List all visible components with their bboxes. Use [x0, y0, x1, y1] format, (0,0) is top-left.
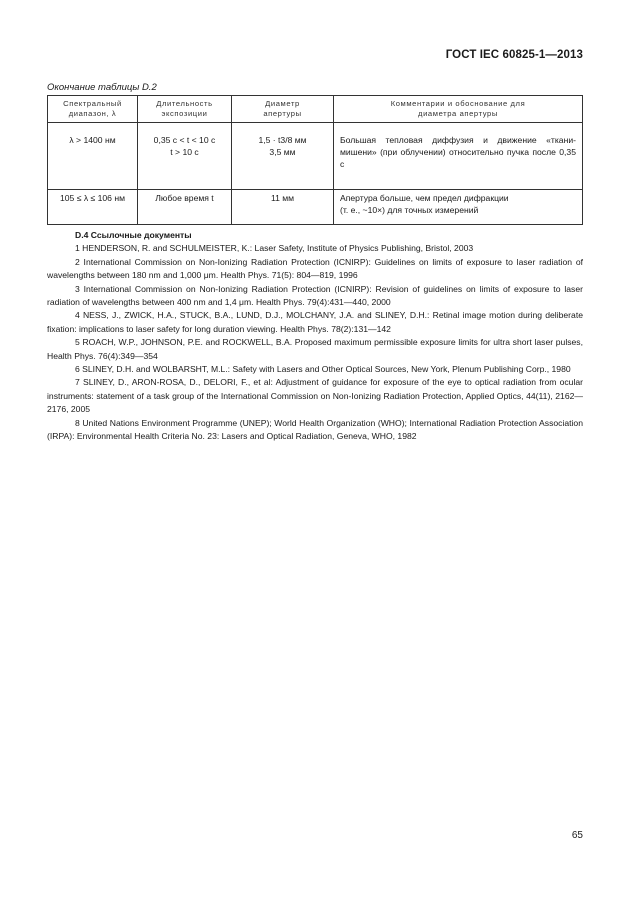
table-d2	[47, 95, 583, 225]
cell-range: λ > 1400 нм	[48, 123, 138, 190]
cell-comment: Большая тепловая диффузия и движение «ткани-мишени» (при облучении) относительно пучка после 0,35 с	[334, 123, 583, 190]
references-section	[47, 229, 583, 444]
section-heading: D.4 Ссылочные документы	[75, 230, 192, 240]
page-number: 65	[571, 830, 583, 841]
cell-duration: 0,35 с < t < 10 с t > 10 с	[138, 123, 232, 190]
document-code: ГОСТ IEC 60825-1—2013	[445, 49, 583, 61]
reference-item: 3 International Commission on Non-Ionizing Radiation Protection (ICNIRP): Revision of guidelines on limits of exposure to laser radiation of wavelengths between 400 nm and 1,4 μm. Health Phys. 79(4):431—440, 2000	[47, 283, 583, 308]
column-header-duration: Длительность экспозиции	[138, 96, 232, 123]
column-header-comment: Комментарии и обоснование для диаметра апертуры	[334, 96, 583, 123]
column-header-aperture: Диаметр апертуры	[232, 96, 334, 123]
reference-item: 5 ROACH, W.P., JOHNSON, P.E. and ROCKWELL, B.A. Proposed maximum permissible exposure limits for ultra short laser pulses, Health Phys. 76(4):349—354	[47, 337, 583, 361]
cell-aperture: 1,5 · t3/8 мм 3,5 мм	[232, 123, 334, 190]
reference-item: 1 HENDERSON, R. and SCHULMEISTER, K.: Laser Safety, Institute of Physics Publishing, Bristol, 2003	[75, 243, 474, 254]
reference-item: 6 SLINEY, D.H. and WOLBARSHT, M.L.: Safety with Lasers and Other Optical Sources, New York, Plenum Publishing Corp., 1980	[75, 364, 571, 375]
table-header-row	[48, 96, 583, 123]
cell-comment: Апертура больше, чем предел дифракции (т. е., ~10×) для точных измерений	[334, 190, 583, 225]
cell-range: 105 ≤ λ ≤ 106 нм	[48, 190, 138, 225]
column-header-range: Спектральный диапазон, λ	[48, 96, 138, 123]
cell-aperture: 11 мм	[232, 190, 334, 225]
reference-item: 2 International Commission on Non-Ionizing Radiation Protection (ICNIRP): Guidelines on limits of exposure to laser radiation of wavelengths between 180 nm and 1,000 μm. Health Phys. 71(5): 804—819, 1996	[47, 256, 583, 281]
table-row	[48, 123, 583, 190]
reference-item: 8 United Nations Environment Programme (UNEP); World Health Organization (WHO); International Radiation Protection Association (IRPA): Environmental Health Criteria No. 23: Lasers and Optical Radiation, Geneva, WHO, 1982	[47, 417, 583, 442]
reference-item: 7 SLINEY, D., ARON-ROSA, D., DELORI, F., et al: Adjustment of guidance for exposure of the eye to optical radiation from ocular instruments: statement of a task group of the International Commission on Non-Ionizing Radiation Protection, Applied Optics, 44(11), 2162—2176, 2005	[47, 377, 583, 415]
reference-item: 4 NESS, J., ZWICK, H.A., STUCK, B.A., LUND, D.J., MOLCHANY, J.A. and SLINEY, D.H.: Retinal image motion during deliberate fixation: implications to laser safety for long duration viewing. Health Phys. 78(2):131—142	[47, 310, 583, 334]
table-row	[48, 190, 583, 225]
cell-duration: Любое время t	[138, 190, 232, 225]
table-caption: Окончание таблицы D.2	[47, 82, 157, 93]
